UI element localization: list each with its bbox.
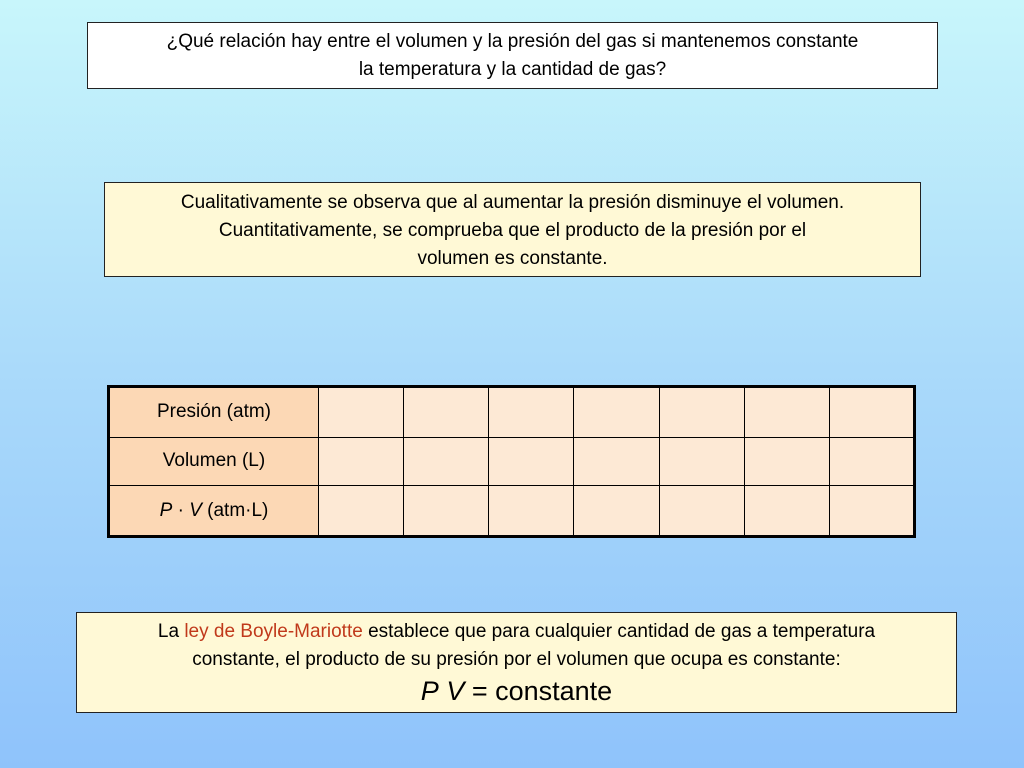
law-formula	[77, 674, 956, 708]
variable-p: P	[159, 499, 173, 521]
observation-box	[104, 182, 921, 277]
question-line-1: ¿Qué relación hay entre el volumen y la presión del gas si mantenemos constante	[166, 31, 859, 52]
row-label-product	[109, 486, 319, 537]
observation-line-3: volumen es constante.	[417, 248, 608, 269]
table-cell	[829, 486, 914, 537]
row-label-pressure: Presión (atm)	[109, 387, 319, 438]
formula-var-p: P	[420, 676, 439, 706]
table-row-volume	[109, 437, 915, 486]
table-cell	[319, 387, 404, 438]
law-line-2: constante, el producto de su presión por el volumen que ocupa es constante:	[192, 649, 841, 670]
table-cell	[574, 437, 659, 486]
variable-v: V	[189, 499, 202, 521]
table-cell	[574, 387, 659, 438]
question-line-2: la temperatura y la cantidad de gas?	[358, 59, 667, 80]
table-cell	[319, 437, 404, 486]
table-cell	[489, 387, 574, 438]
table-cell	[319, 486, 404, 537]
table-cell	[574, 486, 659, 537]
observation-line-1: Cualitativamente se observa que al aumentar la presión disminuye el volumen.	[180, 192, 845, 213]
table-row-product	[109, 486, 915, 537]
table-cell	[744, 387, 829, 438]
data-table	[107, 385, 916, 538]
table-cell	[744, 486, 829, 537]
table-cell	[659, 486, 744, 537]
table-cell	[744, 437, 829, 486]
observation-line-2: Cuantitativamente, se comprueba que el producto de la presión por el	[218, 220, 807, 241]
table-cell	[829, 387, 914, 438]
formula-rest: = constante	[464, 676, 613, 706]
law-name: ley de Boyle-Mariotte	[184, 621, 363, 642]
unit-label: (atm·L)	[201, 499, 269, 521]
law-line-1-rest: establece que para cualquier cantidad de gas a temperatura	[362, 621, 876, 642]
table-row-pressure	[109, 387, 915, 438]
law-line-1	[77, 618, 956, 646]
table-cell	[489, 486, 574, 537]
law-box	[76, 612, 957, 713]
question-box	[87, 22, 938, 89]
law-prefix: La	[157, 621, 185, 642]
table-cell	[829, 437, 914, 486]
dot-operator: ·	[172, 499, 190, 521]
formula-var-v: V	[446, 676, 465, 706]
table-cell	[404, 437, 489, 486]
row-label-volume: Volumen (L)	[109, 437, 319, 486]
table-cell	[659, 437, 744, 486]
table-cell	[404, 387, 489, 438]
table-cell	[404, 486, 489, 537]
table-cell	[659, 387, 744, 438]
table-cell	[489, 437, 574, 486]
